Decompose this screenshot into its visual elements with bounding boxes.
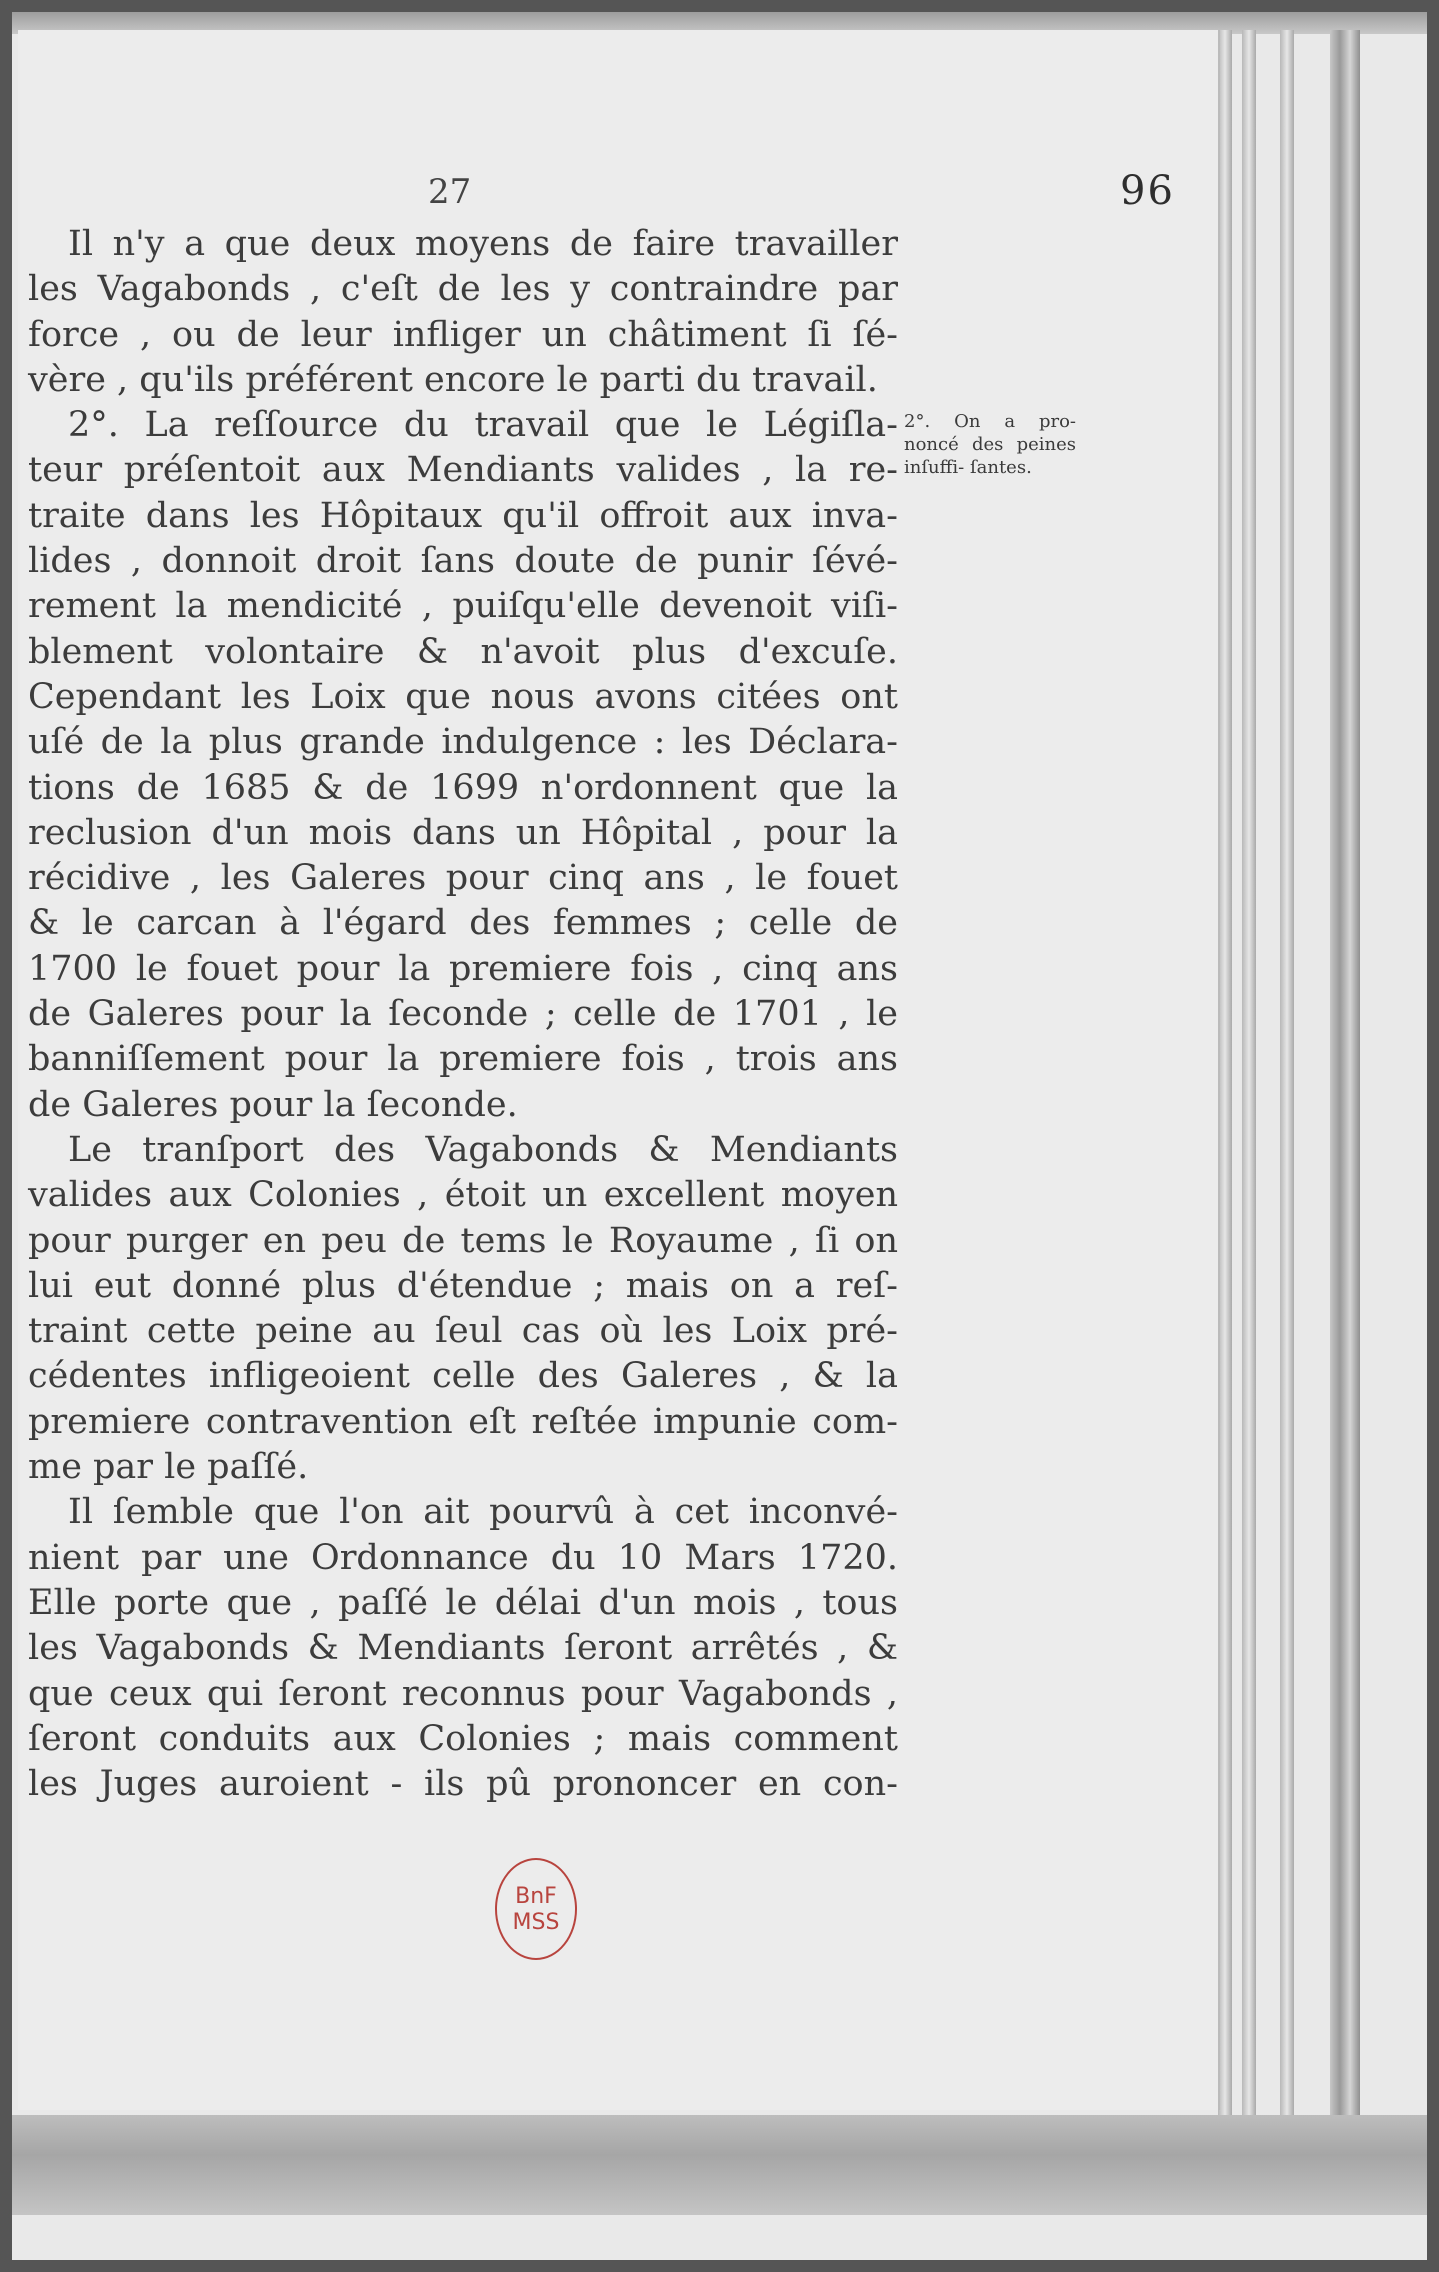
text-line: que ceux qui ſeront reconnus pour Vagabonds ,	[28, 1673, 898, 1714]
text-line: les Juges auroient - ils pû prononcer en con-	[28, 1764, 898, 1805]
text-line: vère , qu'ils préférent encore le parti du travail.	[28, 359, 878, 400]
text-line: ſeront conduits aux Colonies ; mais comment	[28, 1718, 898, 1759]
page-number-printed: 27	[428, 172, 472, 212]
library-stamp	[495, 1858, 577, 1960]
text-line: pour purger en peu de tems le Royaume , ſi on	[28, 1220, 898, 1261]
text-line: me par le paſſé.	[28, 1447, 309, 1488]
text-line: 2°. La reſſource du travail que le Légiſla-	[68, 405, 898, 446]
stamp-line: BnF	[515, 1884, 557, 1909]
text-line: récidive , les Galeres pour cinq ans , le fouet	[28, 858, 898, 899]
text-line: les Vagabonds & Mendiants ſeront arrêtés , &	[28, 1628, 898, 1669]
text-line: de Galeres pour la ſeconde.	[28, 1084, 518, 1125]
page-edge	[1330, 30, 1360, 2212]
text-line: banniſſement pour la premiere fois , trois ans	[28, 1039, 898, 1080]
page-edge	[1242, 30, 1256, 2212]
text-line: premiere contravention eſt reſtée impunie com-	[28, 1401, 898, 1442]
paragraph	[28, 1128, 898, 1490]
paragraph	[28, 222, 898, 403]
text-line: Cependant les Loix que nous avons citées ont	[28, 676, 898, 717]
text-line: blement volontaire & n'avoit plus d'excuſe.	[28, 631, 898, 672]
text-line: & le carcan à l'égard des femmes ; celle de	[28, 903, 898, 944]
text-line: reclusion d'un mois dans un Hôpital , pour la	[28, 812, 898, 853]
text-line: Il ſemble que l'on ait pourvû à cet inconvé-	[68, 1492, 898, 1533]
text-line: les Vagabonds , c'eſt de les y contraindre par	[28, 269, 898, 310]
text-line: tions de 1685 & de 1699 n'ordonnent que la	[28, 767, 898, 808]
paragraph	[28, 1490, 898, 1807]
text-line: traint cette peine au ſeul cas où les Loix pré-	[28, 1311, 898, 1352]
text-line: valides aux Colonies , étoit un excellent moyen	[28, 1175, 898, 1216]
text-line: lides , donnoit droit ſans doute de punir ſévé-	[28, 541, 898, 582]
text-line: teur préſentoit aux Mendiants valides , la re-	[28, 450, 898, 491]
text-line: Le tranſport des Vagabonds & Mendiants	[68, 1129, 898, 1170]
text-line: de Galeres pour la ſeconde ; celle de 1701 , le	[28, 994, 898, 1035]
bottom-band	[12, 2115, 1427, 2215]
body-text	[28, 222, 898, 1807]
text-line: lui eut donné plus d'étendue ; mais on a reſ-	[28, 1265, 898, 1306]
text-line: Elle porte que , paſſé le délai d'un mois , tous	[28, 1582, 898, 1623]
text-line: uſé de la plus grande indulgence : les Déclara-	[28, 722, 898, 763]
text-line: nient par une Ordonnance du 10 Mars 1720.	[28, 1537, 898, 1578]
page-number-folio: 96	[1120, 168, 1175, 214]
text-line: 1700 le fouet pour la premiere fois , cinq ans	[28, 948, 898, 989]
paragraph	[28, 403, 898, 1128]
stamp-line: MSS	[512, 1910, 560, 1935]
text-line: traite dans les Hôpitaux qu'il offroit aux inva-	[28, 495, 898, 536]
page-edge	[1280, 30, 1294, 2212]
marginal-note: 2°. On a pro- noncé des peines inſuffi- ſantes.	[904, 411, 1076, 478]
page-edge	[1218, 30, 1232, 2212]
text-line: Il n'y a que deux moyens de faire travailler	[68, 224, 898, 264]
text-line: force , ou de leur infliger un châtiment ſi ſé-	[28, 314, 898, 355]
text-line: rement la mendicité , puiſqu'elle devenoit viſi-	[28, 586, 898, 627]
text-line: cédentes infligeoient celle des Galeres , & la	[28, 1356, 898, 1397]
